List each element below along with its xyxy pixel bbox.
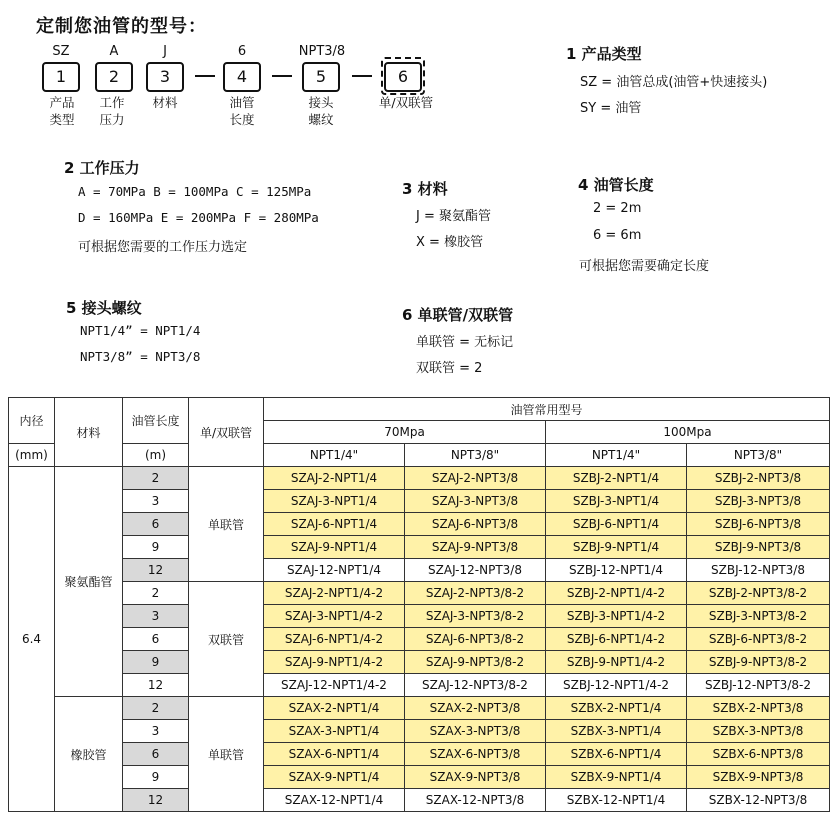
cell-model: SZBJ-2-NPT3/8-2: [687, 582, 830, 605]
separator-dash: [352, 75, 372, 77]
model-table: [8, 397, 830, 812]
cell-material: 聚氨酯管: [55, 467, 123, 697]
header-inner-diameter: 内径: [9, 398, 55, 444]
header-unit-mm: (mm): [9, 444, 55, 467]
cell-model: SZAJ-9-NPT3/8-2: [405, 651, 546, 674]
cell-model: SZAJ-6-NPT1/4-2: [264, 628, 405, 651]
page-title: 定制您油管的型号：: [36, 16, 207, 37]
header-unit-m: (m): [123, 444, 189, 467]
table-row: [9, 697, 830, 720]
cell-model: SZAX-12-NPT1/4: [264, 789, 405, 812]
cell-length: 2: [123, 697, 189, 720]
table-row: [9, 536, 830, 559]
sec3-line: J = 聚氨酯管: [416, 209, 491, 224]
table-row: [9, 720, 830, 743]
header-thread: NPT1/4": [546, 444, 687, 467]
sec2-title: 2 工作压力: [64, 159, 140, 177]
cell-model: SZAX-9-NPT3/8: [405, 766, 546, 789]
cell-model: SZAJ-12-NPT1/4-2: [264, 674, 405, 697]
header-thread: NPT3/8": [687, 444, 830, 467]
cell-length: 6: [123, 743, 189, 766]
cell-length: 12: [123, 674, 189, 697]
sec4-title: 4 油管长度: [578, 176, 654, 194]
cell-model: SZAJ-2-NPT1/4-2: [264, 582, 405, 605]
cell-model: SZAX-6-NPT1/4: [264, 743, 405, 766]
cell-model: SZAJ-12-NPT1/4: [264, 559, 405, 582]
sec2-line: A = 70MPa B = 100MPa C = 125MPa: [78, 184, 312, 199]
table-row: [9, 490, 830, 513]
sec4-line: 可根据您需要确定长度: [579, 259, 710, 274]
header-material: 材料: [55, 398, 123, 467]
table-row: [9, 674, 830, 697]
sec1-line: SZ = 油管总成(油管+快速接头): [580, 75, 768, 90]
sec3-title: 3 材料: [402, 180, 448, 198]
cell-length: 2: [123, 467, 189, 490]
cell-model: SZBJ-9-NPT3/8: [687, 536, 830, 559]
sec5-line: NPT1/4” = NPT1/4: [80, 323, 201, 338]
cell-model: SZAJ-2-NPT3/8: [405, 467, 546, 490]
separator-dash: [195, 75, 215, 77]
header-thread: NPT1/4": [264, 444, 405, 467]
cell-model: SZAJ-9-NPT3/8: [405, 536, 546, 559]
cell-model: SZAJ-3-NPT3/8-2: [405, 605, 546, 628]
cell-length: 3: [123, 720, 189, 743]
code-product: SZ: [52, 44, 70, 59]
cell-model: SZBJ-12-NPT1/4: [546, 559, 687, 582]
cell-model: SZBJ-2-NPT1/4-2: [546, 582, 687, 605]
cell-model: SZAJ-6-NPT3/8-2: [405, 628, 546, 651]
cell-model: SZBX-12-NPT1/4: [546, 789, 687, 812]
cell-length: 12: [123, 789, 189, 812]
cell-model: SZAX-3-NPT1/4: [264, 720, 405, 743]
box-5: 5: [302, 62, 340, 92]
cell-length: 6: [123, 513, 189, 536]
cell-model: SZAX-2-NPT3/8: [405, 697, 546, 720]
cell-model: SZBX-12-NPT3/8: [687, 789, 830, 812]
cell-model: SZBX-9-NPT1/4: [546, 766, 687, 789]
cell-model: SZAJ-2-NPT1/4: [264, 467, 405, 490]
cell-model: SZAJ-6-NPT1/4: [264, 513, 405, 536]
cell-model: SZAJ-12-NPT3/8: [405, 559, 546, 582]
cell-length: 2: [123, 582, 189, 605]
cell-model: SZBJ-2-NPT1/4: [546, 467, 687, 490]
sec3-line: X = 橡胶管: [416, 235, 484, 250]
caption-product: 产品 类型: [49, 95, 75, 127]
cell-length: 12: [123, 559, 189, 582]
cell-model: SZBX-2-NPT1/4: [546, 697, 687, 720]
cell-model: SZAX-12-NPT3/8: [405, 789, 546, 812]
sec2-line: D = 160MPa E = 200MPa F = 280MPa: [78, 210, 319, 225]
cell-model: SZBJ-3-NPT1/4: [546, 490, 687, 513]
cell-length: 3: [123, 605, 189, 628]
header-100mpa: 100Mpa: [546, 421, 830, 444]
cell-model: SZBJ-3-NPT3/8-2: [687, 605, 830, 628]
code-length: 6: [237, 44, 247, 59]
code-material: J: [163, 44, 167, 59]
cell-single-double: 单联管: [189, 467, 264, 582]
cell-single-double: 单联管: [189, 697, 264, 812]
caption-length: 油管 长度: [229, 95, 255, 127]
caption-pressure: 工作 压力: [99, 95, 125, 127]
code-thread: NPT3/8: [298, 44, 346, 59]
box-2: 2: [95, 62, 133, 92]
cell-model: SZAJ-12-NPT3/8-2: [405, 674, 546, 697]
table-row: [9, 651, 830, 674]
cell-model: SZBJ-6-NPT1/4-2: [546, 628, 687, 651]
box-1: 1: [42, 62, 80, 92]
cell-model: SZBX-9-NPT3/8: [687, 766, 830, 789]
sec6-title: 6 单联管/双联管: [402, 306, 514, 324]
table-row: [9, 743, 830, 766]
sec1-line: SY = 油管: [580, 101, 642, 116]
box-3: 3: [146, 62, 184, 92]
sec6-line: 单联管 = 无标记: [416, 335, 514, 350]
cell-model: SZBJ-6-NPT3/8: [687, 513, 830, 536]
cell-model: SZBJ-9-NPT3/8-2: [687, 651, 830, 674]
cell-model: SZBX-2-NPT3/8: [687, 697, 830, 720]
caption-single-double: 单/双联管: [378, 95, 434, 110]
box-6: 6: [384, 62, 422, 92]
sec1-title: 1 产品类型: [566, 45, 642, 63]
caption-thread: 接头 螺纹: [308, 95, 334, 127]
separator-dash: [272, 75, 292, 77]
cell-model: SZAX-3-NPT3/8: [405, 720, 546, 743]
cell-length: 3: [123, 490, 189, 513]
cell-model: SZBJ-2-NPT3/8: [687, 467, 830, 490]
cell-model: SZBJ-6-NPT1/4: [546, 513, 687, 536]
cell-model: SZBX-6-NPT1/4: [546, 743, 687, 766]
cell-model: SZBX-6-NPT3/8: [687, 743, 830, 766]
cell-model: SZAX-2-NPT1/4: [264, 697, 405, 720]
cell-model: SZAX-6-NPT3/8: [405, 743, 546, 766]
cell-material: 橡胶管: [55, 697, 123, 812]
cell-model: SZBX-3-NPT3/8: [687, 720, 830, 743]
cell-model: SZAJ-3-NPT1/4: [264, 490, 405, 513]
sec2-line: 可根据您需要的工作压力选定: [78, 240, 248, 255]
cell-model: SZAJ-6-NPT3/8: [405, 513, 546, 536]
table-row: [9, 559, 830, 582]
cell-model: SZAJ-9-NPT1/4-2: [264, 651, 405, 674]
cell-model: SZBJ-12-NPT3/8: [687, 559, 830, 582]
table-row: [9, 467, 830, 490]
header-70mpa: 70Mpa: [264, 421, 546, 444]
cell-length: 9: [123, 536, 189, 559]
sec5-line: NPT3/8” = NPT3/8: [80, 349, 201, 364]
cell-model: SZAJ-9-NPT1/4: [264, 536, 405, 559]
cell-model: SZAX-9-NPT1/4: [264, 766, 405, 789]
cell-model: SZBJ-3-NPT1/4-2: [546, 605, 687, 628]
cell-model: SZBJ-3-NPT3/8: [687, 490, 830, 513]
cell-model: SZBJ-9-NPT1/4-2: [546, 651, 687, 674]
table-row: [9, 582, 830, 605]
cell-diameter: 6.4: [9, 467, 55, 812]
header-single-double: 单/双联管: [189, 398, 264, 467]
header-common-models: 油管常用型号: [264, 398, 830, 421]
header-length: 油管长度: [123, 398, 189, 444]
cell-length: 9: [123, 766, 189, 789]
sec4-line: 6 = 6m: [593, 228, 642, 243]
cell-single-double: 双联管: [189, 582, 264, 697]
code-pressure: A: [109, 44, 119, 59]
box-4: 4: [223, 62, 261, 92]
cell-model: SZAJ-2-NPT3/8-2: [405, 582, 546, 605]
cell-model: SZBJ-12-NPT3/8-2: [687, 674, 830, 697]
cell-model: SZBJ-6-NPT3/8-2: [687, 628, 830, 651]
sec6-line: 双联管 = 2: [416, 361, 483, 376]
caption-material: 材料: [152, 95, 178, 110]
table-row: [9, 628, 830, 651]
cell-model: SZBX-3-NPT1/4: [546, 720, 687, 743]
cell-length: 6: [123, 628, 189, 651]
cell-model: SZAJ-3-NPT3/8: [405, 490, 546, 513]
sec4-line: 2 = 2m: [593, 201, 642, 216]
sec5-title: 5 接头螺纹: [66, 299, 142, 317]
table-row: [9, 605, 830, 628]
cell-model: SZBJ-12-NPT1/4-2: [546, 674, 687, 697]
cell-model: SZBJ-9-NPT1/4: [546, 536, 687, 559]
header-thread: NPT3/8": [405, 444, 546, 467]
table-row: [9, 513, 830, 536]
cell-length: 9: [123, 651, 189, 674]
cell-model: SZAJ-3-NPT1/4-2: [264, 605, 405, 628]
table-row: [9, 789, 830, 812]
table-row: [9, 766, 830, 789]
